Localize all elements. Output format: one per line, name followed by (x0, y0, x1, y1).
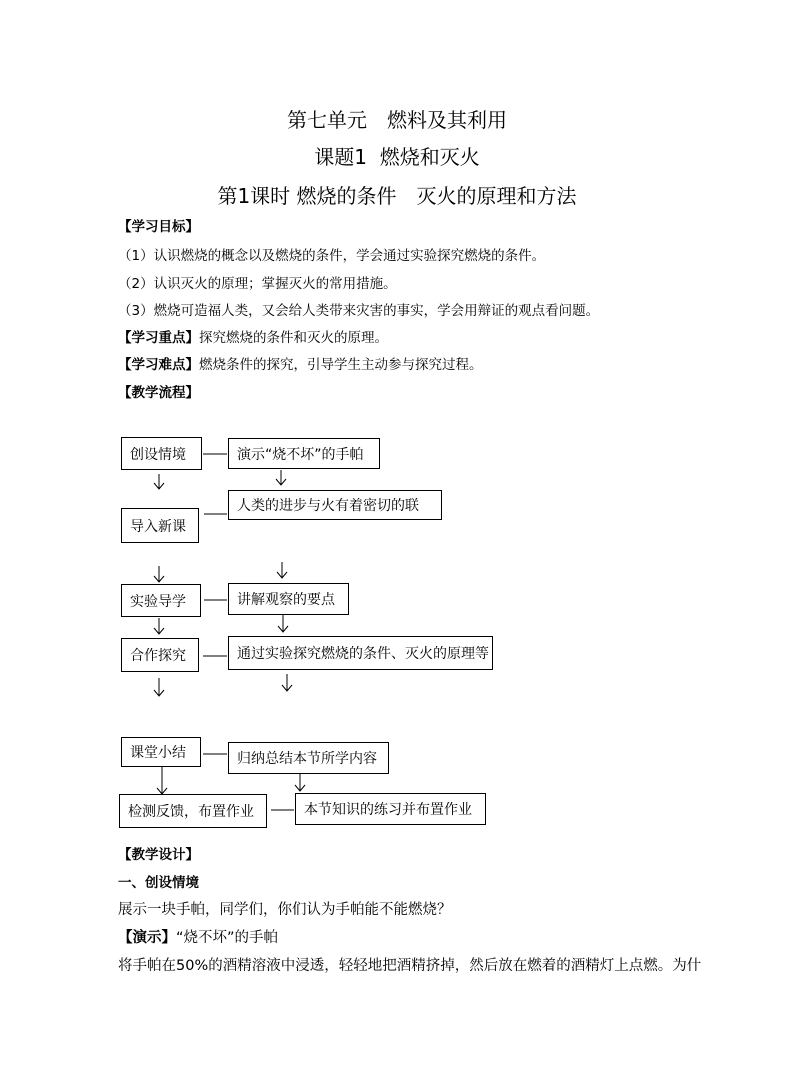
flow-step-6: 检测反馈，布置作业 (119, 794, 267, 828)
demo-title: “烧不坏”的手帕 (176, 930, 279, 946)
flow-step-3: 实验导学 (121, 584, 201, 617)
flow-activity-6: 本节知识的练习并布置作业 (295, 793, 486, 825)
difficulties-text: 燃烧条件的探究，引导学生主动参与探究过程。 (199, 357, 483, 373)
flow-step-1: 创设情境 (121, 437, 202, 470)
demo-label: 【演示】 (118, 930, 176, 946)
design-intro: 展示一块手帕，同学们，你们认为手帕能不能燃烧？ (118, 902, 452, 918)
unit-title: 第七单元 燃料及其利用 (287, 108, 507, 132)
demo-line (118, 929, 278, 947)
objective-item-3: （3）燃烧可造福人类，又会给人类带来灾害的事实，学会用辩证的观点看问题。 (118, 303, 600, 319)
period-title: 第1课时 燃烧的条件 灭火的原理和方法 (217, 184, 577, 208)
flow-activity-1: 演示“烧不坏”的手帕 (228, 438, 380, 469)
section-1-heading: 一、创设情境 (118, 875, 199, 891)
flow-step-5: 课堂小结 (121, 737, 201, 767)
design-label: 【教学设计】 (118, 847, 199, 863)
flow-step-4: 合作探究 (121, 638, 199, 672)
flow-activity-2: 人类的进步与火有着密切的联 (228, 490, 442, 520)
difficulties (118, 356, 483, 374)
key-points (118, 329, 388, 347)
key-points-label: 【学习重点】 (118, 330, 199, 346)
difficulties-label: 【学习难点】 (118, 357, 199, 373)
objectives-label: 【学习目标】 (118, 219, 199, 235)
objective-item-2: （2）认识灭火的原理；掌握灭火的常用措施。 (118, 276, 397, 292)
lesson-title: 课题1 燃烧和灭火 (314, 145, 480, 169)
flow-activity-4: 通过实验探究燃烧的条件、灭火的原理等 (228, 636, 493, 670)
key-points-text: 探究燃烧的条件和灭火的原理。 (199, 330, 388, 346)
flow-step-2: 导入新课 (121, 508, 199, 543)
flow-activity-3: 讲解观察的要点 (228, 583, 349, 615)
flow-activity-5: 归纳总结本节所学内容 (228, 742, 389, 774)
process-label: 【教学流程】 (118, 385, 199, 401)
demo-text: 将手帕在50%的酒精溶液中浸透，轻轻地把酒精挤掉，然后放在燃着的酒精灯上点燃。为什 (118, 958, 702, 974)
objective-item-1: （1）认识燃烧的概念以及燃烧的条件，学会通过实验探究燃烧的条件。 (118, 248, 546, 264)
